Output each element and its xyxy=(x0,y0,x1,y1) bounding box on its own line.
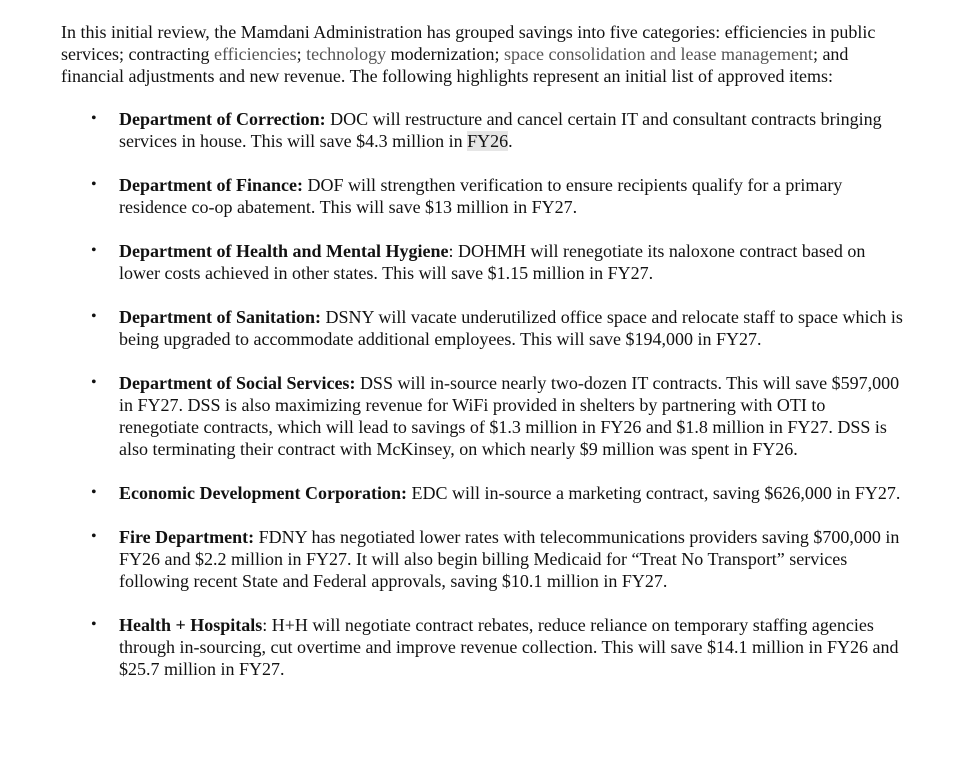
list-item-edc xyxy=(61,482,909,504)
bullet-icon: • xyxy=(91,616,97,633)
item-text-end: . xyxy=(508,131,513,151)
highlighted-text: FY26 xyxy=(467,131,509,151)
item-text: DSS will in-source nearly two-dozen IT contracts. This will save $597,000 in FY27. DSS is also maximizing revenue for WiFi provided in shelters by partnering with OTI to renegotiate contracts, which will lead to savings of $1.3 million in FY26 and $1.8 million in FY27. DSS is also terminating their contract with McKinsey, on which nearly $9 million was spent in FY26. xyxy=(119,373,900,459)
list-item-sanitation xyxy=(61,306,909,350)
intro-paragraph xyxy=(61,21,911,87)
list-item-fire xyxy=(61,526,909,592)
bullet-icon: • xyxy=(91,528,97,545)
item-name: Department of Sanitation: xyxy=(119,307,321,327)
list-item-finance xyxy=(61,174,909,218)
bullet-icon: • xyxy=(91,242,97,259)
list-item-correction xyxy=(61,108,909,152)
item-name: Department of Social Services: xyxy=(119,373,356,393)
item-text: FDNY has negotiated lower rates with telecommunications providers saving $700,000 in FY26 and $2.2 million in FY27. It will also begin billing Medicaid for “Treat No Transport” services following recent State and Federal approvals, saving $10.1 million in FY27. xyxy=(119,527,900,591)
intro-text-3: ; xyxy=(296,44,307,64)
intro-text-7: ; and financial adjustments and new revenue. The following highlights represent an initial list of approved items: xyxy=(61,44,849,86)
item-text: DSNY will vacate underutilized office space and relocate staff to space which is being upgraded to accommodate additional employees. This will save $194,000 in FY27. xyxy=(119,307,903,349)
item-name: Fire Department: xyxy=(119,527,255,547)
bullet-icon: • xyxy=(91,308,97,325)
item-text: EDC will in-source a marketing contract, saving $626,000 in FY27. xyxy=(406,483,901,503)
item-text: DOC will restructure and cancel certain IT and consultant contracts bringing services in house. This will save $4.3 million in xyxy=(119,109,882,151)
intro-text-6: space consolidation and lease management xyxy=(504,44,813,64)
item-name: Department of Finance: xyxy=(119,175,303,195)
list-item-health xyxy=(61,240,909,284)
item-text: : DOHMH will renegotiate its naloxone contract based on lower costs achieved in other states. This will save $1.15 million in FY27. xyxy=(119,241,866,283)
list-item-social-services xyxy=(61,372,909,460)
bullet-icon: • xyxy=(91,374,97,391)
intro-text-1: In this initial review, the Mamdani Administration has grouped savings into five categories: efficiencies in public services; contracting xyxy=(61,22,876,64)
intro-text-4: technology xyxy=(306,44,387,64)
savings-list xyxy=(61,108,920,680)
item-name: Economic Development Corporation: xyxy=(119,483,407,503)
item-name: Department of Correction: xyxy=(119,109,326,129)
item-name: Health + Hospitals xyxy=(119,615,263,635)
item-name: Department of Health and Mental Hygiene xyxy=(119,241,449,261)
intro-text-2: efficiencies xyxy=(213,44,297,64)
item-text: : H+H will negotiate contract rebates, reduce reliance on temporary staffing agencies through in-sourcing, cut overtime and improve revenue collection. This will save $14.1 million in FY26 and $25.7 million in FY27. xyxy=(119,615,899,679)
list-item-hospitals xyxy=(61,614,909,680)
item-text: DOF will strengthen verification to ensure recipients qualify for a primary residence co-op abatement. This will save $13 million in FY27. xyxy=(119,175,843,217)
intro-text-5: modernization; xyxy=(386,44,505,64)
bullet-icon: • xyxy=(91,110,97,127)
bullet-icon: • xyxy=(91,484,97,501)
bullet-icon: • xyxy=(91,176,97,193)
